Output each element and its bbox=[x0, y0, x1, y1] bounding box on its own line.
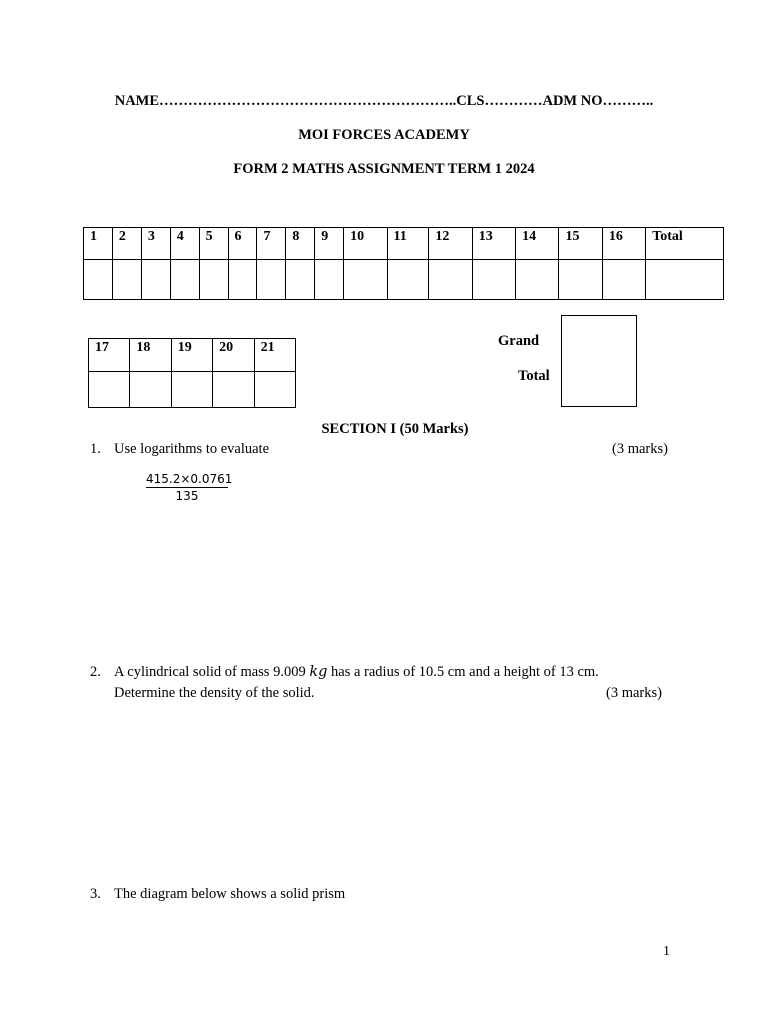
fraction-denominator: 135 bbox=[175, 489, 199, 503]
score-entry-cell bbox=[516, 260, 559, 300]
score-table-2-entry-row bbox=[89, 372, 296, 408]
question-text: Use logarithms to evaluate bbox=[114, 441, 270, 457]
score-entry-cell bbox=[213, 372, 254, 408]
score-header-cell: 18 bbox=[130, 339, 171, 372]
score-entry-cell bbox=[141, 260, 170, 300]
score-header-cell-total: Total bbox=[646, 228, 724, 260]
score-entry-cell bbox=[130, 372, 171, 408]
score-entry-cell bbox=[254, 372, 295, 408]
school-name: MOI FORCES ACADEMY bbox=[298, 127, 470, 143]
question-1-fraction bbox=[146, 472, 233, 503]
score-entry-cell bbox=[199, 260, 228, 300]
score-table-2-header-row bbox=[89, 339, 296, 372]
question-text-cont: has a radius of 10.5 cm and a height of 13 cm. bbox=[327, 664, 599, 680]
score-table-1-header-row bbox=[84, 228, 724, 260]
score-table-1 bbox=[83, 227, 724, 300]
grand-label: Grand bbox=[498, 333, 540, 349]
question-text: A cylindrical solid of mass 9.009 bbox=[114, 664, 310, 680]
score-table-2 bbox=[88, 338, 296, 408]
score-entry-cell bbox=[602, 260, 645, 300]
grand-total-box bbox=[561, 315, 637, 407]
score-header-cell: 6 bbox=[228, 228, 257, 260]
question-2-line-2: Determine the density of the solid. bbox=[114, 685, 315, 701]
question-number: 2. bbox=[90, 664, 101, 680]
score-header-cell: 10 bbox=[344, 228, 387, 260]
question-2 bbox=[90, 664, 599, 681]
assignment-title: FORM 2 MATHS ASSIGNMENT TERM 1 2024 bbox=[233, 161, 535, 177]
question-2-marks: (3 marks) bbox=[606, 685, 662, 701]
score-header-cell: 9 bbox=[315, 228, 344, 260]
question-3 bbox=[90, 886, 345, 903]
score-entry-cell bbox=[286, 260, 315, 300]
score-entry-cell bbox=[387, 260, 429, 300]
section-title: SECTION I (50 Marks) bbox=[321, 421, 469, 437]
score-entry-cell-total bbox=[646, 260, 724, 300]
score-header-cell: 1 bbox=[84, 228, 113, 260]
score-header-cell: 21 bbox=[254, 339, 295, 372]
score-entry-cell bbox=[315, 260, 344, 300]
score-header-cell: 12 bbox=[429, 228, 472, 260]
score-header-cell: 5 bbox=[199, 228, 228, 260]
score-entry-cell bbox=[559, 260, 602, 300]
mass-unit: kg bbox=[309, 664, 328, 680]
score-header-cell: 16 bbox=[602, 228, 645, 260]
score-header-cell: 17 bbox=[89, 339, 130, 372]
score-entry-cell bbox=[84, 260, 113, 300]
score-entry-cell bbox=[89, 372, 130, 408]
name-line: NAME……………………………………………………..CLS…………ADM NO……….. bbox=[114, 93, 654, 109]
score-entry-cell bbox=[112, 260, 141, 300]
score-header-cell: 3 bbox=[141, 228, 170, 260]
score-header-cell: 19 bbox=[171, 339, 212, 372]
score-entry-cell bbox=[344, 260, 387, 300]
score-entry-cell bbox=[429, 260, 472, 300]
score-entry-cell bbox=[472, 260, 515, 300]
question-1 bbox=[90, 441, 269, 458]
score-entry-cell bbox=[170, 260, 199, 300]
page-number: 1 bbox=[663, 944, 670, 959]
score-header-cell: 20 bbox=[213, 339, 254, 372]
question-text: The diagram below shows a solid prism bbox=[114, 886, 346, 902]
score-table-1-entry-row bbox=[84, 260, 724, 300]
score-header-cell: 15 bbox=[559, 228, 602, 260]
score-entry-cell bbox=[257, 260, 286, 300]
score-header-cell: 11 bbox=[387, 228, 429, 260]
score-header-cell: 4 bbox=[170, 228, 199, 260]
score-header-cell: 13 bbox=[472, 228, 515, 260]
question-1-marks: (3 marks) bbox=[612, 441, 668, 457]
score-entry-cell bbox=[228, 260, 257, 300]
score-header-cell: 7 bbox=[257, 228, 286, 260]
score-header-cell: 14 bbox=[516, 228, 559, 260]
total-label: Total bbox=[518, 368, 550, 384]
score-entry-cell bbox=[171, 372, 212, 408]
question-number: 3. bbox=[90, 886, 101, 902]
score-header-cell: 2 bbox=[112, 228, 141, 260]
question-number: 1. bbox=[90, 441, 101, 457]
fraction-numerator: 415.2×0.0761 bbox=[146, 472, 233, 486]
score-header-cell: 8 bbox=[286, 228, 315, 260]
